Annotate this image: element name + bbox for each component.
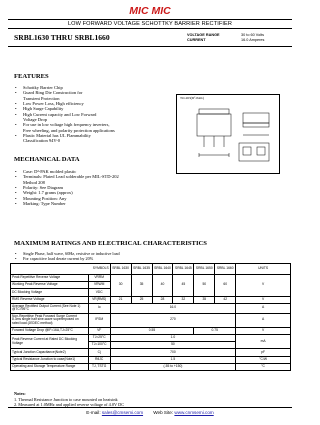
header-part: SRBL 1635 [131, 264, 152, 275]
unit-cell: °C [236, 363, 291, 370]
table-row [11, 363, 291, 370]
symbol-cell: Io [88, 303, 110, 313]
value-cell: 0.55 [110, 327, 194, 334]
value-cell: 50 [110, 342, 236, 349]
table-row [11, 356, 291, 363]
unit-cell: V [236, 275, 291, 297]
header-symbols: SYMBOLS [11, 264, 111, 275]
header-part: SRBL 1660 [215, 264, 236, 275]
note-item: 1. Thermal Resistance Junction to case mounted on heatsink [14, 396, 118, 402]
value-cell: (-55 to +150) [110, 363, 236, 370]
feature-text: For use in low voltage high frequency inverters, [23, 122, 110, 128]
web-link[interactable]: www.cnmsemi.com [174, 410, 214, 415]
header-part: SRBL 1650 [194, 264, 215, 275]
bullet-icon: • [15, 111, 17, 117]
symbol-cell: Cj [88, 349, 110, 356]
value-cell: 1.0 [110, 334, 236, 341]
table-header-row [11, 264, 291, 275]
package-drawing [177, 95, 279, 173]
bullet-icon: • [15, 195, 17, 201]
symbol-cell: VF [88, 327, 110, 334]
email-link[interactable]: sales@cmsemi.com [101, 410, 144, 415]
param-cell: Non-Repetitive Peak Forward Surge Current 8.3ms single half sine-wave superimposed on rated load (JEDEC method) [11, 313, 89, 327]
spec-row-current [187, 38, 264, 42]
value-cell: 45 [173, 275, 194, 297]
rating-note: Single Phase, half wave, 60Hz, resistive or inductive load [23, 251, 120, 256]
value-cell: 0.75 [194, 327, 236, 334]
unit-cell: mA [236, 334, 291, 348]
feature-text: High Current capacity and Low Forward [23, 111, 97, 117]
ratings-notes [14, 251, 120, 261]
notes-block [14, 391, 124, 408]
symbol-cell: TJ=25°C [88, 334, 110, 341]
subtitle-rule [8, 28, 292, 29]
unit-cell: V [236, 327, 291, 334]
table-row [11, 296, 291, 303]
mechanical-heading: MECHANICAL DATA [14, 156, 80, 163]
bullet-icon: • [15, 185, 17, 191]
symbol-cell: VR(RMS) [88, 296, 110, 303]
rating-note: For capacitive load derate current by 20% [23, 256, 94, 261]
bullet-icon: • [15, 106, 17, 112]
unit-cell: pF [236, 349, 291, 356]
spec-value: 16.0 Amperes [241, 38, 265, 42]
symbol-cell: VRRM [88, 275, 110, 282]
logo-mark [129, 3, 171, 17]
web-label: Web Site: [153, 410, 174, 415]
list-item [14, 201, 119, 206]
bullet-icon: • [15, 122, 17, 128]
value-cell: 16.0 [110, 303, 236, 313]
param-cell: DC Blocking Voltage [11, 289, 89, 296]
table-row [11, 275, 291, 282]
header-part: SRBL 1630 [110, 264, 131, 275]
value-cell: 1.5 [110, 356, 236, 363]
unit-cell: °C/W [236, 356, 291, 363]
feature-text: Free wheeling, and polarity protection applications [23, 127, 115, 133]
spec-row-voltage [187, 33, 264, 37]
feature-text: Low Power Loss, High efficiency [23, 101, 84, 107]
mech-text: Mounting Position: Any [23, 195, 67, 201]
unit-cell: A [236, 303, 291, 313]
list-item [14, 138, 115, 143]
value-cell: 50 [194, 275, 215, 297]
bullet-icon: • [15, 174, 17, 180]
mech-text: Terminals: Plated Lead solderable per MIL-STD-202 [23, 174, 119, 180]
ratings-table [10, 263, 291, 371]
mech-text: Case: D²-PAK molded plastic [23, 169, 77, 174]
value-cell: 25 [131, 296, 152, 303]
mechanical-list [14, 169, 119, 206]
value-cell: 40 [152, 275, 173, 297]
bullet-icon: • [15, 85, 17, 90]
table-row [11, 334, 291, 341]
bullet-icon: • [15, 90, 17, 96]
features-list [14, 85, 115, 144]
symbol-cell: VDC [88, 289, 110, 296]
spec-value: 30 to 60 Volts [241, 33, 265, 37]
bullet-icon: • [15, 190, 17, 196]
table-row [11, 327, 291, 334]
param-cell: Typical Resistance Junction to case(Note1) [11, 356, 89, 363]
value-cell: 35 [131, 275, 152, 297]
bullet-icon: • [15, 169, 17, 174]
notes-heading: Notes: [14, 391, 26, 396]
param-cell: RMS Reverse Voltage [11, 296, 89, 303]
param-text: Peak Reverse Current at Rated DC Blocking Voltage [12, 337, 78, 345]
param-cell: Working Peak Reverse Voltage [11, 282, 89, 289]
param-cell [11, 334, 89, 348]
value-cell: 32 [173, 296, 194, 303]
top-rule [8, 19, 292, 20]
feature-text: Guard Ring Die Construction for [23, 90, 83, 96]
param-cell: Operating and Storage Temperature Range [11, 363, 89, 370]
mech-text: Weight: 1.7 grams (approx) [23, 190, 73, 196]
bullet-icon: • [15, 251, 17, 256]
bullet-icon: • [15, 201, 17, 207]
symbol-cell: IFSM [88, 313, 110, 327]
company-logo [129, 3, 171, 17]
bullet-icon: • [15, 101, 17, 107]
features-heading: FEATURES [14, 73, 49, 80]
mech-text: Marking: Type Number [23, 201, 66, 207]
mech-text: Polarity: See Diagram [23, 185, 63, 191]
unit-cell: A [236, 313, 291, 327]
package-diagram [176, 94, 280, 174]
header-units: UNITS [236, 264, 291, 275]
ratings-heading: MAXIMUM RATINGS AND ELECTRICAL CHARACTERISTICS [14, 240, 207, 247]
symbol-cell: VRWM [88, 282, 110, 289]
feature-text: Schottky Barrier Chip [23, 85, 63, 90]
feature-text: Voltage Drop [23, 117, 48, 123]
note-item: 2. Measured at 1.0MHz and applied reverse voltage of 4.0V DC [14, 402, 125, 408]
value-cell: 28 [152, 296, 173, 303]
subtitle: LOW FORWARD VOLTAGE SCHOTTKY BARRIER RECTIFIER [67, 21, 233, 27]
spec-label: VOLTAGE RANGE [187, 33, 220, 37]
param-cell: Forward Voltage Drop @IF=16A,TJ=25°C [11, 327, 89, 334]
spec-label: CURRENT [187, 38, 206, 42]
value-cell: 35 [194, 296, 215, 303]
value-cell: 30 [110, 275, 131, 297]
unit-cell: V [236, 296, 291, 303]
feature-text: High Surge Capability [23, 106, 64, 112]
value-cell: 21 [110, 296, 131, 303]
svg-text:MIC MIC: MIC MIC [129, 5, 171, 17]
param-cell: Typical Junction Capacitance(Note2) [11, 349, 89, 356]
symbol-cell: TJ=100°C [88, 342, 110, 349]
table-row [11, 349, 291, 356]
header-part: SRBL 1640 [152, 264, 173, 275]
package-label: TO-263(D²-PAK) [180, 96, 204, 100]
spec-block [187, 33, 264, 42]
value-cell: 700 [110, 349, 236, 356]
list-item [14, 256, 120, 261]
email-label: E-mail: [86, 410, 101, 415]
param-cell: Average Rectified Output Current (See Note 1) @TC=95°C [11, 303, 89, 313]
value-cell: 270 [110, 313, 236, 327]
feature-text: Transient Protection [23, 95, 60, 101]
feature-text: Classification 94V-0 [23, 138, 60, 144]
bullet-icon: • [15, 133, 17, 139]
value-cell: 60 [215, 275, 236, 297]
value-cell: 42 [215, 296, 236, 303]
header-bottom-rule [8, 46, 292, 47]
symbol-cell: TJ, TSTG [88, 363, 110, 370]
table-row [11, 303, 291, 313]
symbol-cell: RθJC [88, 356, 110, 363]
bullet-icon: • [15, 256, 17, 261]
feature-text: Plastic Material has UL Flammability [23, 133, 91, 139]
table-row [11, 313, 291, 327]
header-part: SRBL 1645 [173, 264, 194, 275]
footer [0, 410, 300, 415]
part-title: SRBL1630 THRU SRBL1660 [14, 33, 110, 42]
footer-rule [8, 407, 292, 408]
mech-text: Method 208 [23, 179, 45, 185]
param-cell: Peak Repetitive Reverse Voltage [11, 275, 89, 282]
